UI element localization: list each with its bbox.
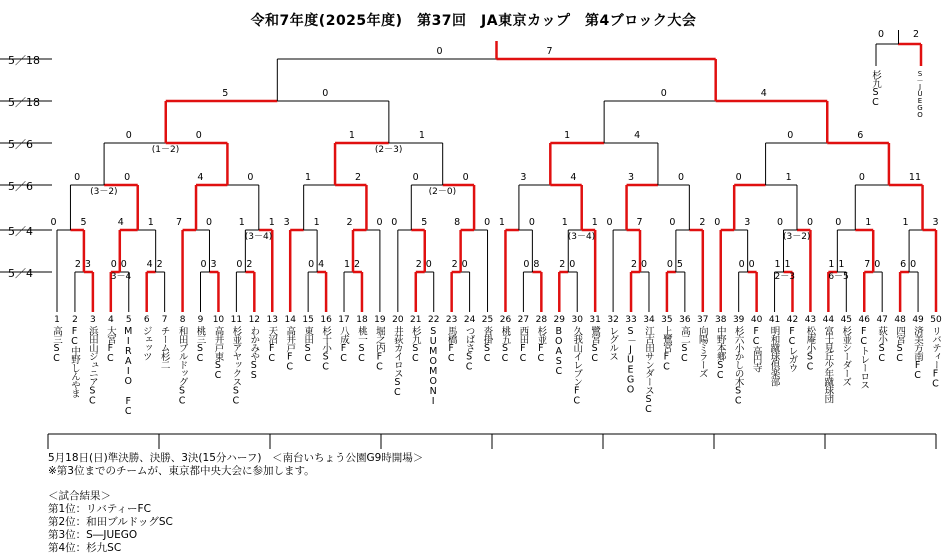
team-number: 46 <box>858 315 870 325</box>
score-left: 2 <box>631 259 638 270</box>
team-number: 39 <box>732 315 745 325</box>
team-number: 41 <box>768 315 781 325</box>
team-number: 6 <box>143 315 150 325</box>
team-number: 15 <box>302 315 314 325</box>
team-number: 12 <box>248 315 261 325</box>
score-left: 0 <box>660 88 667 99</box>
team-name: 杉並シーダーズ <box>840 326 852 386</box>
schedule-note: 5月18日(日)準決勝、決勝、3決(15分ハーフ) ＜南台いちょう公園G9時開場＞ <box>48 452 424 464</box>
score-right: 0 <box>569 259 576 270</box>
score-left: 2 <box>415 259 422 270</box>
score-right: 0 <box>910 259 917 270</box>
team-number: 20 <box>392 315 404 325</box>
score-left: 1 <box>561 217 568 228</box>
team-name: 西田FC <box>517 326 529 363</box>
score-left: 1 <box>902 217 909 228</box>
score-right: 2 <box>246 259 253 270</box>
score-right: 0 <box>425 259 432 270</box>
team-number: 49 <box>912 315 924 325</box>
team-name: 井荻カイロスSC <box>391 326 403 397</box>
score-left: 0 <box>714 217 721 228</box>
team-name: 高二SC <box>678 326 690 363</box>
team-number: 26 <box>499 315 512 325</box>
team-name: 天沼FC <box>266 326 278 363</box>
team-name: チーム杉二 <box>158 326 170 369</box>
score-left: 7 <box>864 259 871 270</box>
score-left: 0 <box>776 217 784 228</box>
team-name: リバティーFC <box>930 326 941 389</box>
team-name: 高井戸東SC <box>212 326 224 380</box>
team-name: 杉並アヤックスSC <box>230 326 242 406</box>
score-right: 6 <box>857 130 864 141</box>
score-left: 0 <box>74 172 81 183</box>
score-right: 2 <box>156 259 163 270</box>
score-right: 0 <box>874 259 881 270</box>
team-number: 42 <box>786 315 799 325</box>
score-right: 0 <box>124 172 131 183</box>
score-right: 1 <box>784 259 791 270</box>
pk-score: (3－4) <box>244 232 273 242</box>
team-name: 大宮FC <box>104 326 116 363</box>
score-right: 4 <box>318 259 325 270</box>
team-number: 27 <box>517 315 530 325</box>
team-name: 江古田サンダースSC <box>642 326 654 414</box>
team-name: 桃五SC <box>499 326 511 363</box>
pk-score: (2－3) <box>374 145 403 155</box>
score-right: 0 <box>806 217 814 228</box>
team-number: 23 <box>445 315 458 325</box>
third-place-score-right: 2 <box>913 29 920 40</box>
team-name: 富士見丘少年蹴球団 <box>822 326 834 403</box>
score-right: 2 <box>699 217 706 228</box>
round-date-label: 5／6 <box>8 138 33 151</box>
pk-score: 6－5 <box>828 272 849 282</box>
team-number: 11 <box>230 315 243 325</box>
team-number: 43 <box>804 315 817 325</box>
team-name: 久我山イレブンFC <box>571 326 583 406</box>
round-date-label: 5／6 <box>8 180 33 193</box>
team-number: 7 <box>161 315 168 325</box>
team-name: 沓掛SC <box>481 326 493 363</box>
score-right: 8 <box>533 259 540 270</box>
team-name: 松庵小SC <box>804 326 816 372</box>
team-name: 堀之内FC <box>373 326 385 372</box>
team-number: 28 <box>535 315 548 325</box>
score-left: 0 <box>669 217 676 228</box>
score-right: 0 <box>528 217 535 228</box>
round-date-label: 5／18 <box>8 96 40 109</box>
score-right: 4 <box>570 172 577 183</box>
team-number: 3 <box>90 315 96 325</box>
score-left: 3 <box>283 217 290 228</box>
team-name: 鷺宮SC <box>589 326 601 363</box>
team-name: 浜田山ジュニアSC <box>86 326 98 406</box>
score-right: 0 <box>461 259 468 270</box>
team-name: レグルス <box>607 326 619 360</box>
team-number: 21 <box>410 315 422 325</box>
team-number: 33 <box>625 315 637 325</box>
score-left: 0 <box>412 172 419 183</box>
score-left: 2 <box>451 259 458 270</box>
pk-score: (1－2) <box>151 145 180 155</box>
team-name: 向陽ミラーズ <box>696 326 708 377</box>
third-place-score-left: 0 <box>878 29 885 40</box>
team-name: 桃三SC <box>194 326 206 363</box>
team-name: 四宮SC <box>894 326 906 363</box>
result-2: 第2位：和田ブルドッグSC <box>48 516 173 528</box>
score-right: 5 <box>421 217 428 228</box>
team-number: 2 <box>72 315 78 325</box>
score-left: 6 <box>900 259 907 270</box>
team-number: 1 <box>54 315 60 325</box>
team-name: ジェッツ <box>140 326 152 360</box>
score-left: 4 <box>146 259 153 270</box>
pk-score: 3－4 <box>110 272 132 282</box>
team-name: SUMOMONI <box>427 326 439 406</box>
score-right: 5 <box>676 259 683 270</box>
result-3: 第3位：S―JUEGO <box>48 529 138 541</box>
team-name: 桃一SC <box>355 326 367 363</box>
page-title: 令和7年度(2025年度) 第37回 JA東京カップ 第4ブロック大会 <box>250 13 697 29</box>
team-name: 荻小SC <box>876 326 888 363</box>
score-right: 1 <box>147 217 154 228</box>
score-right: 7 <box>546 46 553 57</box>
score-right: 0 <box>484 217 491 228</box>
score-left: 0 <box>835 217 842 228</box>
round-date-label: 5／4 <box>8 267 33 280</box>
team-name: FC高円寺 <box>750 326 762 372</box>
round-date-label: 5／4 <box>8 225 33 238</box>
pk-score: (3－4) <box>567 232 596 242</box>
team-number: 37 <box>697 315 709 325</box>
result-1: 第1位：リバティーFC <box>48 503 151 515</box>
score-right: 0 <box>206 217 213 228</box>
score-right: 0 <box>195 130 202 141</box>
score-left: 4 <box>117 217 124 228</box>
team-number: 47 <box>876 315 888 325</box>
score-left: 3 <box>520 172 527 183</box>
team-number: 17 <box>338 315 350 325</box>
score-right: 2 <box>353 259 361 270</box>
team-number: 14 <box>284 315 296 325</box>
team-name: 馬橋FC <box>445 326 457 363</box>
score-right: 0 <box>247 172 254 183</box>
score-left: 2 <box>346 217 353 228</box>
score-right: 3 <box>210 259 217 270</box>
score-left: 3 <box>627 172 634 183</box>
team-number: 18 <box>356 315 368 325</box>
third-place-team: S－JUEGO <box>916 70 924 118</box>
score-left: 0 <box>50 217 57 228</box>
score-left: 5 <box>222 88 229 99</box>
team-name: 高井戸FC <box>284 326 296 372</box>
score-right: 11 <box>908 172 921 183</box>
team-number: 29 <box>553 315 565 325</box>
score-left: 0 <box>200 259 207 270</box>
team-name: S－JUEGO <box>625 326 637 395</box>
score-left: 0 <box>436 46 443 57</box>
score-left: 4 <box>197 172 204 183</box>
score-left: 7 <box>176 217 183 228</box>
team-name: FCレガウ <box>786 326 798 372</box>
pk-score: (3－2) <box>782 232 811 242</box>
team-name: FC中野しんやま <box>68 326 80 397</box>
score-right: 4 <box>760 88 767 99</box>
score-right: 3 <box>932 217 939 228</box>
score-right: 1 <box>785 172 792 183</box>
team-number: 13 <box>266 315 278 325</box>
team-number: 35 <box>661 315 673 325</box>
team-name: 杉十小SC <box>320 326 332 372</box>
score-left: 0 <box>308 259 315 270</box>
score-left: 0 <box>523 259 530 270</box>
score-right: 3 <box>84 259 91 270</box>
team-number: 25 <box>481 315 494 325</box>
score-right: 0 <box>120 259 127 270</box>
score-right: 3 <box>744 217 751 228</box>
team-name: 杉六小かしの木SC <box>732 326 744 406</box>
team-name: わかみやSS <box>248 326 260 380</box>
team-name: FCトレーロス <box>858 326 870 389</box>
team-name: 東田SC <box>302 326 314 363</box>
team-name: つばさSC <box>463 326 475 372</box>
pk-score: 2－3 <box>774 272 795 282</box>
score-left: 0 <box>236 259 243 270</box>
team-name: 高三SC <box>51 326 62 363</box>
team-number: 44 <box>822 315 835 325</box>
team-name: 明和蹴球倶楽部 <box>768 326 780 386</box>
score-right: 0 <box>748 259 755 270</box>
results-title: ＜試合結果＞ <box>48 490 111 502</box>
team-number: 50 <box>930 315 942 325</box>
round-date-label: 5／18 <box>8 54 40 67</box>
score-left: 1 <box>564 130 571 141</box>
team-name: 杉並FC <box>535 326 547 363</box>
score-right: 0 <box>677 172 684 183</box>
score-right: 0 <box>322 88 329 99</box>
score-right: 1 <box>838 259 845 270</box>
score-left: 0 <box>858 172 865 183</box>
team-name: 上鷺宮FC <box>660 326 672 372</box>
pk-score: (2－0) <box>428 187 457 197</box>
team-number: 48 <box>894 315 906 325</box>
score-left: 1 <box>343 259 351 270</box>
score-right: 2 <box>355 172 362 183</box>
result-4: 第4位：杉九SC <box>48 542 122 554</box>
score-left: 8 <box>454 217 461 228</box>
team-number: 31 <box>589 315 601 325</box>
team-number: 9 <box>197 315 204 325</box>
score-right: 1 <box>418 130 425 141</box>
score-right: 5 <box>80 217 87 228</box>
team-name: 八成FC <box>338 326 350 363</box>
team-number: 32 <box>607 315 619 325</box>
team-number: 5 <box>125 315 132 325</box>
team-number: 24 <box>463 315 476 325</box>
team-number: 19 <box>374 315 386 325</box>
score-right: 0 <box>641 259 648 270</box>
team-name: BOASC <box>553 326 565 376</box>
team-number: 10 <box>212 315 225 325</box>
pk-score: (3－2) <box>90 187 118 197</box>
score-left: 1 <box>348 130 355 141</box>
team-number: 38 <box>715 315 727 325</box>
team-name: MIRAIO FC <box>122 326 134 416</box>
score-left: 0 <box>391 217 398 228</box>
team-number: 36 <box>679 315 691 325</box>
score-left: 0 <box>738 259 745 270</box>
team-number: 30 <box>571 315 583 325</box>
score-right: 1 <box>313 217 320 228</box>
score-left: 2 <box>559 259 566 270</box>
team-number: 8 <box>179 315 186 325</box>
score-right: 0 <box>462 172 469 183</box>
team-number: 4 <box>107 315 114 325</box>
score-right: 4 <box>634 130 641 141</box>
team-name: 済美方南FC <box>912 326 924 380</box>
score-left: 2 <box>74 259 81 270</box>
score-left: 0 <box>787 130 794 141</box>
score-left: 1 <box>498 217 505 228</box>
team-name: 和田ブルドッグSC <box>176 326 188 406</box>
score-left: 1 <box>774 259 781 270</box>
score-left: 0 <box>735 172 742 183</box>
score-left: 0 <box>110 259 117 270</box>
score-left: 0 <box>606 217 613 228</box>
third-place-team: 杉九SC <box>870 70 881 107</box>
team-number: 16 <box>320 315 332 325</box>
team-number: 34 <box>643 315 655 325</box>
score-left: 0 <box>125 130 132 141</box>
qualification-note: ※第3位までのチームが、東京都中央大会に参加します。 <box>48 465 315 477</box>
score-left: 1 <box>828 259 835 270</box>
team-number: 40 <box>750 315 763 325</box>
score-left: 1 <box>305 172 312 183</box>
team-name: 杉九SC <box>409 326 421 363</box>
score-right: 1 <box>865 217 872 228</box>
score-right: 0 <box>376 217 383 228</box>
team-number: 22 <box>427 315 440 325</box>
team-number: 45 <box>840 315 853 325</box>
score-right: 1 <box>268 217 275 228</box>
score-left: 1 <box>238 217 245 228</box>
score-right: 7 <box>636 217 643 228</box>
team-name: 中野本郷SC <box>714 326 726 380</box>
score-left: 0 <box>666 259 673 270</box>
score-right: 1 <box>591 217 598 228</box>
